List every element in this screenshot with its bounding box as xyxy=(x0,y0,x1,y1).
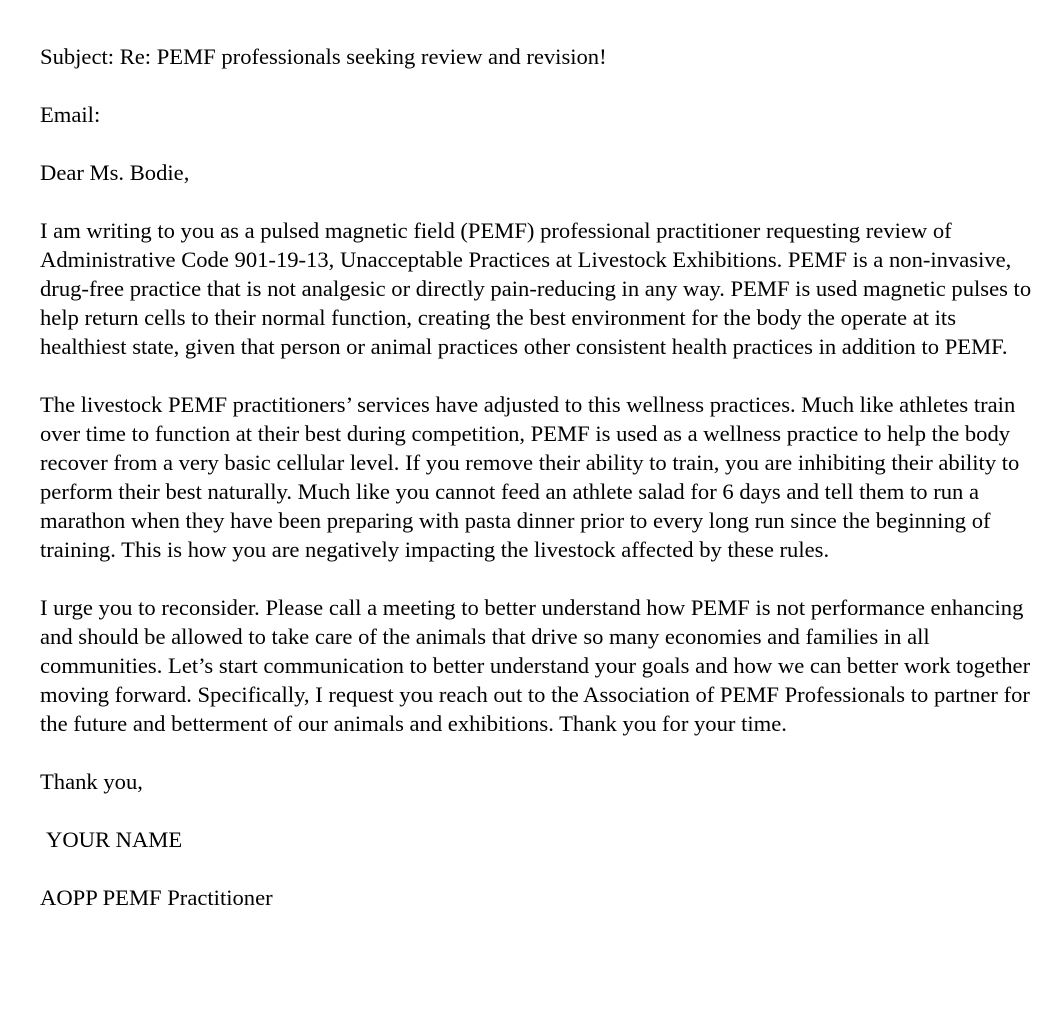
email-label: Email: xyxy=(40,102,101,127)
email-document xyxy=(40,42,1040,912)
signature-name: YOUR NAME xyxy=(46,827,183,852)
signature-title: AOPP PEMF Practitioner xyxy=(40,885,273,910)
email-subject: Subject: Re: PEMF professionals seeking review and revision! xyxy=(40,44,607,69)
body-paragraph-1: I am writing to you as a pulsed magnetic field (PEMF) professional practitioner requesting review of Administrative Code 901-19-13, Unacceptable Practices at Livestock Exhibitions. PEMF is a non-invasive, drug-free practice that is not analgesic or directly pain-reducing in any way. PEMF is used magnetic pulses to help return cells to their normal function, creating the best environment for the body the operate at its healthiest state, given that person or animal practices other consistent health practices in addition to PEMF. xyxy=(40,218,1032,359)
salutation: Dear Ms. Bodie, xyxy=(40,160,190,185)
body-paragraph-2: The livestock PEMF practitioners’ services have adjusted to this wellness practices. Much like athletes train over time to function at their best during competition, PEMF is used as a wellness practice to help the body recover from a very basic cellular level. If you remove their ability to train, you are inhibiting their ability to perform their best naturally. Much like you cannot feed an athlete salad for 6 days and tell them to run a marathon when they have been preparing with pasta dinner prior to every long run since the beginning of training. This is how you are negatively impacting the livestock affected by these rules. xyxy=(40,392,1020,562)
closing: Thank you, xyxy=(40,769,143,794)
body-paragraph-3: I urge you to reconsider. Please call a meeting to better understand how PEMF is not performance enhancing and should be allowed to take care of the animals that drive so many economies and families in all communities. Let’s start communication to better understand your goals and how we can better work together moving forward. Specifically, I request you reach out to the Association of PEMF Professionals to partner for the future and betterment of our animals and exhibitions. Thank you for your time. xyxy=(40,595,1031,736)
